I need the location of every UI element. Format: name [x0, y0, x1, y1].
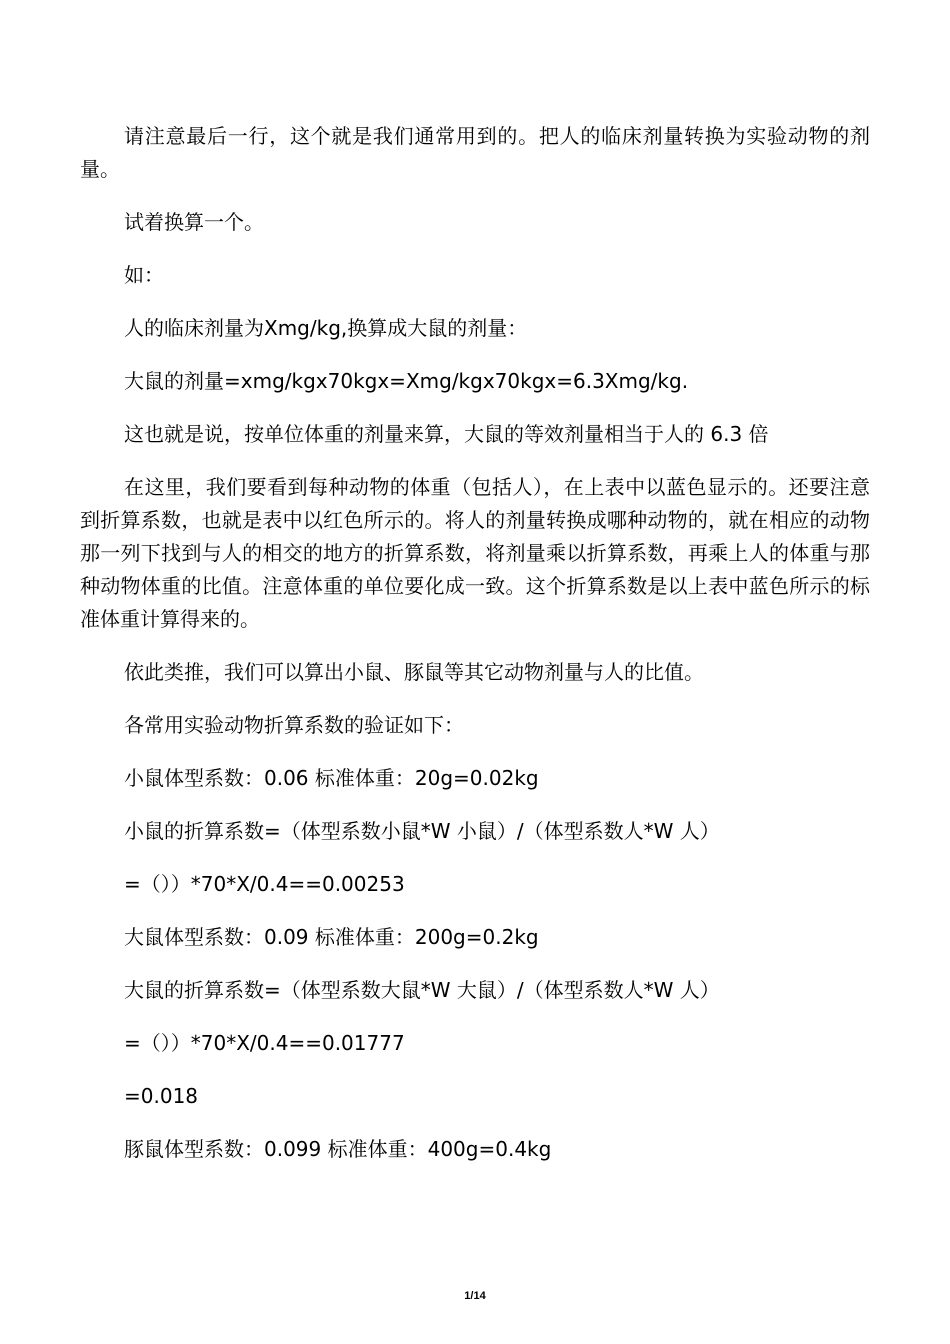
paragraph-try: 试着换算一个。: [124, 210, 264, 234]
paragraph-rat-result: =（））*70*X/0.4==0.01777: [124, 1031, 405, 1055]
document-body: [80, 120, 870, 1186]
paragraph-analogy: 依此类推，我们可以算出小鼠、豚鼠等其它动物剂量与人的比值。: [124, 660, 704, 684]
paragraph-mouse-coefficient: 小鼠体型系数：0.06 标准体重：20g=0.02kg: [124, 766, 539, 790]
paragraph-human-dose: 人的临床剂量为Xmg/kg,换算成大鼠的剂量：: [124, 316, 528, 340]
paragraph-explanation: 在这里，我们要看到每种动物的体重（包括人），在上表中以蓝色显示的。还要注意到折算系数，也就是表中以红色所示的。将人的剂量转换成哪种动物的，就在相应的动物那一列下找到与人的相交的地方的折算系数，将剂量乘以折算系数，再乘上人的体重与那种动物体重的比值。注意体重的单位要化成一致。这个折算系数是以上表中蓝色所示的标准体重计算得来的。: [80, 475, 870, 631]
paragraph-verification-intro: 各常用实验动物折算系数的验证如下：: [124, 713, 464, 737]
paragraph-rat-formula: 大鼠的折算系数=（体型系数大鼠*W 大鼠）/（体型系数人*W 人）: [124, 978, 720, 1002]
paragraph-rat-equivalent: 这也就是说，按单位体重的剂量来算，大鼠的等效剂量相当于人的 6.3 倍: [124, 422, 769, 446]
paragraph-rat-rounded: =0.018: [124, 1084, 199, 1108]
page-number: 1/14: [464, 1290, 486, 1302]
paragraph-mouse-result: =（））*70*X/0.4==0.00253: [124, 872, 405, 896]
paragraph-mouse-formula: 小鼠的折算系数=（体型系数小鼠*W 小鼠）/（体型系数人*W 人）: [124, 819, 720, 843]
paragraph-example-label: 如：: [124, 263, 164, 287]
paragraph-intro: 请注意最后一行，这个就是我们通常用到的。把人的临床剂量转换为实验动物的剂量。: [80, 124, 870, 181]
paragraph-rat-dose-formula: 大鼠的剂量=xmg/kgx70kgx=Xmg/kgx70kgx=6.3Xmg/kg.: [124, 369, 689, 393]
paragraph-guinea-pig-coefficient: 豚鼠体型系数：0.099 标准体重：400g=0.4kg: [124, 1137, 552, 1161]
paragraph-rat-coefficient: 大鼠体型系数：0.09 标准体重：200g=0.2kg: [124, 925, 539, 949]
